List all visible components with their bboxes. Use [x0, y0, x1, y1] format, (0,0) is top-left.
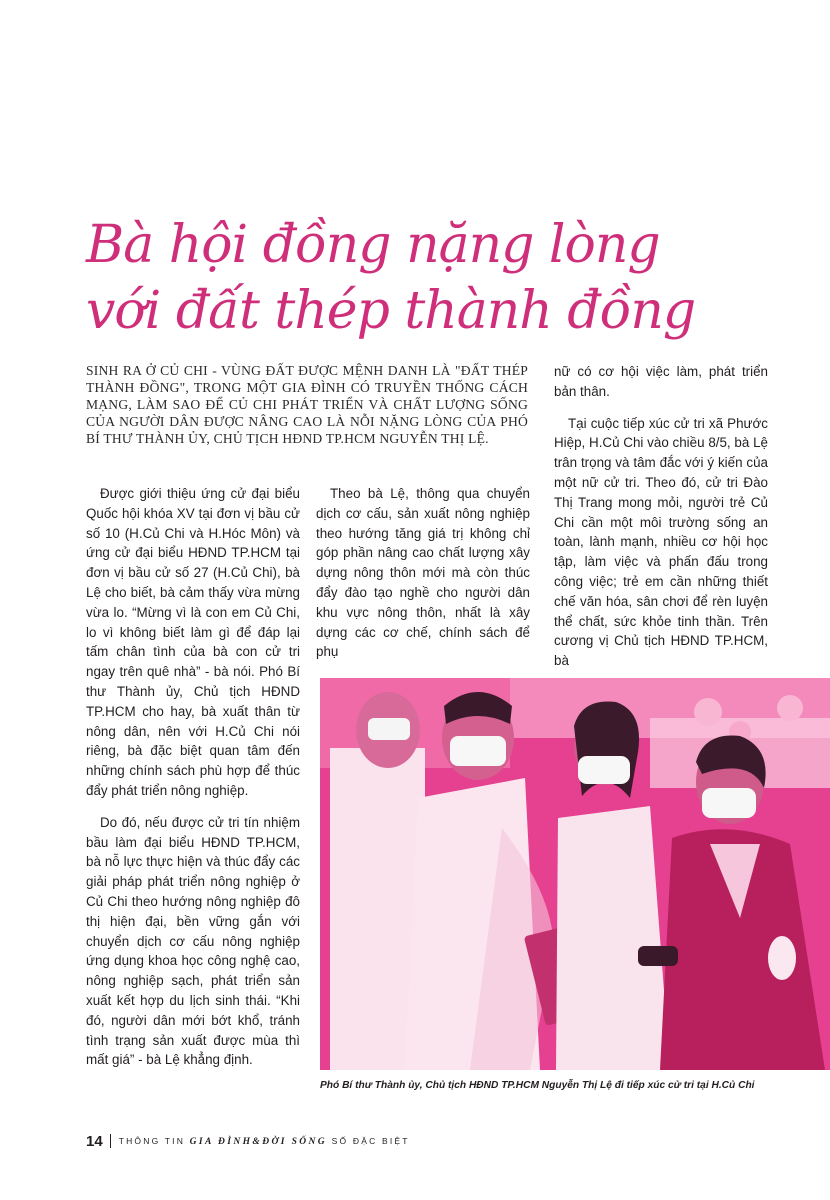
article-photo — [320, 678, 830, 1070]
paragraph: Do đó, nếu được cử tri tín nhiệm bầu làm đại biểu HĐND TP.HCM, bà nỗ lực thực hiện và thúc đẩy các giải pháp phát triển nông nghiệp ở Củ Chi theo hướng nông nghiệp đô thị hiện đại, bền vững gắn với chuyển dịch cơ cấu nông nghiệp ứng dụng khoa học công nghệ cao, nông nghiệp sạch, phát triển sản xuất kết hợp du lịch sinh thái. “Khi đó, người dân mới bớt khổ, tránh tình trạng sản xuất được mùa thì mất giá” - bà Lệ khẳng định. — [86, 814, 300, 1068]
body-column-3 — [554, 362, 768, 683]
paragraph: nữ có cơ hội việc làm, phát triển bản thân. — [554, 364, 768, 399]
title-line-1: Bà hội đồng nặng lòng — [86, 215, 660, 275]
lead-paragraph: SINH RA Ở CỦ CHI - VÙNG ĐẤT ĐƯỢC MỆNH DANH LÀ "ĐẤT THÉP THÀNH ĐỒNG", TRONG MỘT GIA ĐÌNH CÓ TRUYỀN THỐNG CÁCH MẠNG, LÀM SAO ĐỂ CỦ CHI PHÁT TRIỂN VÀ CHẤT LƯỢNG SỐNG CỦA NGƯỜI DÂN ĐƯỢC NÂNG CAO LÀ NỖI NẶNG LÒNG CỦA PHÓ BÍ THƯ THÀNH ỦY, CHỦ TỊCH HĐND TP.HCM NGUYỄN THỊ LỆ. — [86, 363, 528, 446]
paragraph: Được giới thiệu ứng cử đại biểu Quốc hội khóa XV tại đơn vị bầu cử số 10 (H.Củ Chi và H.Hóc Môn) và ứng cử đại biểu HĐND TP.HCM tại đơn vị bầu cử số 27 (H.Củ Chi), bà Lệ cho biết, bà cảm thấy vừa mừng vừa lo. “Mừng vì là con em Củ Chi, lo vì không biết làm gì để đáp lại tấm chân tình của bà con cử tri ngay trên quê nhà” - bà nói. Phó Bí thư Thành ủy, Chủ tịch HĐND TP.HCM cho hay, bà xuất thân từ nông dân, nên với H.Củ Chi nói riêng, bà đặc biệt quan tâm đến những chính sách phù hợp để thúc đẩy phát triển nông nghiệp. — [86, 486, 300, 798]
body-column-1 — [86, 484, 300, 1082]
page-number: 14 — [86, 1132, 103, 1150]
photo-caption: Phó Bí thư Thành ủy, Chủ tịch HĐND TP.HCM Nguyễn Thị Lệ đi tiếp xúc cử tri tại H.Củ Chi — [320, 1080, 755, 1091]
paragraph: Tại cuộc tiếp xúc cử tri xã Phước Hiệp, H.Củ Chi vào chiều 8/5, bà Lệ trân trọng và tâm đắc với ý kiến của một nữ cử tri. Theo đó, cử tri Đào Thị Trang mong mỏi, người trẻ Củ Chi cần một môi trường sống an toàn, lành mạnh, nhiều cơ hội học tập, làm việc và phấn đấu trong công việc; trẻ em cần những thiết chế văn hóa, sân chơi để rèn luyện thể chất, sức khỏe tinh thần. Trên cương vị Chủ tịch HĐND TP.HCM, bà — [554, 415, 768, 669]
magazine-name — [119, 1136, 410, 1147]
article-title — [86, 212, 806, 344]
title-line-2: với đất thép thành đồng — [86, 281, 696, 341]
mag-suffix: SỐ ĐẶC BIỆT — [331, 1135, 410, 1146]
mag-title: GIA ĐÌNH&ĐỜI SỐNG — [189, 1136, 328, 1147]
page-footer — [86, 1131, 410, 1151]
mag-prefix: THÔNG TIN — [118, 1135, 186, 1146]
photo-illustration — [320, 678, 830, 1070]
footer-divider — [110, 1134, 111, 1148]
paragraph: Theo bà Lệ, thông qua chuyển dịch cơ cấu, sản xuất nông nghiệp theo hướng tăng giá trị không chỉ góp phần nâng cao chất lượng xây dựng nông thôn mới mà còn thúc đẩy đào tạo nghề cho người dân khu vực nông thôn, nhất là xây dựng các cơ chế, chính sách để phụ — [316, 486, 530, 660]
body-column-2 — [316, 484, 530, 674]
